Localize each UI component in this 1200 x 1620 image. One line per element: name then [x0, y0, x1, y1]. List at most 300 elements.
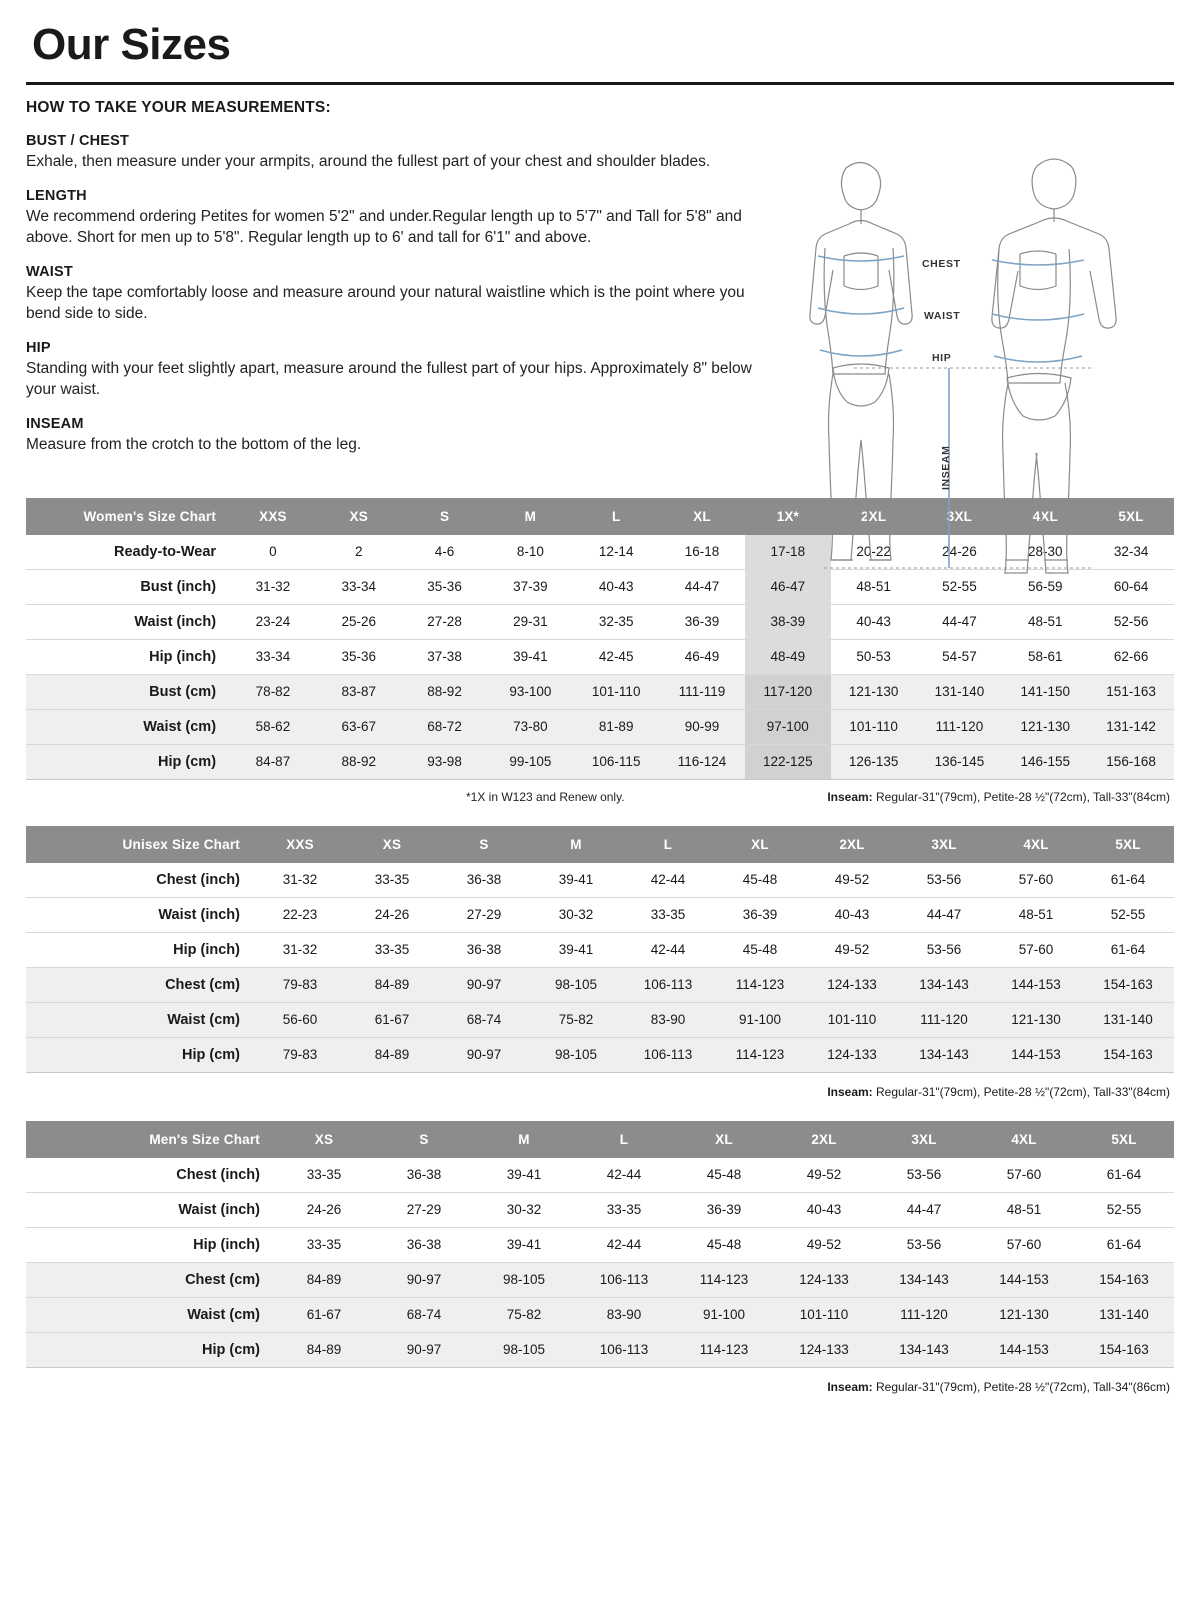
- cell: 98-105: [530, 967, 622, 1002]
- male-figure: [992, 159, 1116, 573]
- cell: 61-64: [1074, 1158, 1174, 1193]
- cell: 154-163: [1082, 1037, 1174, 1072]
- cell: 154-163: [1074, 1262, 1174, 1297]
- cell: 33-35: [274, 1227, 374, 1262]
- cell: 44-47: [898, 897, 990, 932]
- table-row: [26, 639, 1174, 674]
- cell: 35-36: [316, 639, 402, 674]
- cell: 52-55: [1082, 897, 1174, 932]
- cell: 4-6: [402, 535, 488, 570]
- cell: 91-100: [714, 1002, 806, 1037]
- col-header: 2XL: [831, 498, 917, 535]
- female-waist-line: [818, 308, 904, 314]
- cell: 0: [230, 535, 316, 570]
- cell: 136-145: [917, 744, 1003, 779]
- cell: 68-72: [402, 709, 488, 744]
- cell: 101-110: [831, 709, 917, 744]
- cell: 39-41: [487, 639, 573, 674]
- inseam-values: Regular-31"(79cm), Petite-28 ½"(72cm), Tall-33"(84cm): [872, 789, 1170, 804]
- cell: 131-140: [1074, 1297, 1174, 1332]
- cell: 134-143: [874, 1332, 974, 1367]
- unisex-size-chart: [26, 826, 1174, 1099]
- cell: 40-43: [806, 897, 898, 932]
- unisex-chart-title: Unisex Size Chart: [26, 826, 254, 863]
- cell: 126-135: [831, 744, 917, 779]
- cell: 79-83: [254, 1037, 346, 1072]
- mens-size-chart: [26, 1121, 1174, 1394]
- female-figure: [810, 162, 912, 560]
- cell: 45-48: [714, 932, 806, 967]
- unisex-table: [26, 826, 1174, 1073]
- table-row: [26, 1002, 1174, 1037]
- cell: 141-150: [1002, 674, 1088, 709]
- cell: 24-26: [346, 897, 438, 932]
- cell: 97-100: [745, 709, 831, 744]
- table-row: [26, 932, 1174, 967]
- section-label-bust-chest: BUST / CHEST: [26, 133, 130, 149]
- cell: 84-87: [230, 744, 316, 779]
- col-header: L: [574, 1121, 674, 1158]
- col-header: XXS: [254, 826, 346, 863]
- inseam-label: Inseam:: [827, 1084, 873, 1099]
- cell: 33-35: [346, 932, 438, 967]
- cell: 44-47: [874, 1192, 974, 1227]
- cell: 27-29: [374, 1192, 474, 1227]
- cell: 33-35: [274, 1158, 374, 1193]
- cell: 30-32: [530, 897, 622, 932]
- col-header: 5XL: [1082, 826, 1174, 863]
- row-label: Bust (cm): [26, 674, 230, 709]
- cell: 114-123: [714, 1037, 806, 1072]
- cell: 49-52: [774, 1227, 874, 1262]
- cell: 62-66: [1088, 639, 1174, 674]
- cell: 99-105: [487, 744, 573, 779]
- cell: 24-26: [274, 1192, 374, 1227]
- cell: 32-35: [573, 604, 659, 639]
- col-header: 3XL: [874, 1121, 974, 1158]
- row-label: Hip (inch): [26, 932, 254, 967]
- cell: 111-119: [659, 674, 745, 709]
- row-label: Chest (inch): [26, 1158, 274, 1193]
- cell: 75-82: [474, 1297, 574, 1332]
- table-row: [26, 967, 1174, 1002]
- row-label: Bust (inch): [26, 569, 230, 604]
- cell: 27-28: [402, 604, 488, 639]
- mens-chart-title: Men's Size Chart: [26, 1121, 274, 1158]
- cell: 84-89: [274, 1332, 374, 1367]
- table-row: [26, 1192, 1174, 1227]
- section-label-length: LENGTH: [26, 188, 87, 205]
- cell: 124-133: [806, 967, 898, 1002]
- cell: 42-45: [573, 639, 659, 674]
- col-header: 1X*: [745, 498, 831, 535]
- cell: 31-32: [254, 932, 346, 967]
- cell: 83-87: [316, 674, 402, 709]
- cell: 144-153: [974, 1332, 1074, 1367]
- inseam-values: Regular-31"(79cm), Petite-28 ½"(72cm), Tall-34"(86cm): [872, 1379, 1170, 1394]
- cell: 49-52: [774, 1158, 874, 1193]
- cell: 45-48: [674, 1158, 774, 1193]
- cell: 54-57: [917, 639, 1003, 674]
- cell: 33-35: [574, 1192, 674, 1227]
- cell: 106-113: [622, 967, 714, 1002]
- col-header: 4XL: [1002, 498, 1088, 535]
- table-row: [26, 744, 1174, 779]
- cell: 73-80: [487, 709, 573, 744]
- cell: 45-48: [674, 1227, 774, 1262]
- cell: 48-51: [990, 897, 1082, 932]
- row-label: Waist (cm): [26, 1297, 274, 1332]
- cell: 83-90: [622, 1002, 714, 1037]
- cell: 35-36: [402, 569, 488, 604]
- cell: 79-83: [254, 967, 346, 1002]
- row-label: Hip (inch): [26, 639, 230, 674]
- cell: 27-29: [438, 897, 530, 932]
- col-header: XS: [274, 1121, 374, 1158]
- col-header: 5XL: [1074, 1121, 1174, 1158]
- cell: 58-62: [230, 709, 316, 744]
- cell: 61-67: [274, 1297, 374, 1332]
- cell: 44-47: [917, 604, 1003, 639]
- col-header: XXS: [230, 498, 316, 535]
- cell: 156-168: [1088, 744, 1174, 779]
- cell: 151-163: [1088, 674, 1174, 709]
- male-waist-line: [992, 314, 1084, 320]
- cell: 106-115: [573, 744, 659, 779]
- cell: 58-61: [1002, 639, 1088, 674]
- figure-label-chest: CHEST: [922, 258, 961, 270]
- cell: 121-130: [990, 1002, 1082, 1037]
- measurement-figures: [794, 128, 1174, 608]
- cell: 38-39: [745, 604, 831, 639]
- cell: 131-140: [917, 674, 1003, 709]
- table-row: [26, 1262, 1174, 1297]
- figure-label-hip: HIP: [932, 352, 952, 364]
- cell: 53-56: [898, 863, 990, 898]
- cell: 91-100: [674, 1297, 774, 1332]
- col-header: 3XL: [917, 498, 1003, 535]
- mens-inseam-note: [26, 1380, 1174, 1394]
- cell: 101-110: [774, 1297, 874, 1332]
- figure-label-waist: WAIST: [924, 310, 961, 322]
- cell: 36-38: [438, 863, 530, 898]
- cell: 90-97: [438, 1037, 530, 1072]
- cell: 37-39: [487, 569, 573, 604]
- col-header: XL: [674, 1121, 774, 1158]
- col-header: M: [474, 1121, 574, 1158]
- cell: 53-56: [874, 1158, 974, 1193]
- cell: 33-34: [316, 569, 402, 604]
- cell: 36-38: [438, 932, 530, 967]
- cell: 68-74: [374, 1297, 474, 1332]
- section-label-inseam: INSEAM: [26, 416, 84, 433]
- cell: 124-133: [774, 1332, 874, 1367]
- row-label: Waist (inch): [26, 897, 254, 932]
- figure-label-inseam: INSEAM: [940, 445, 952, 490]
- row-label: Chest (inch): [26, 863, 254, 898]
- cell: 39-41: [530, 932, 622, 967]
- col-header: 4XL: [990, 826, 1082, 863]
- figures-svg: [794, 128, 1174, 608]
- cell: 53-56: [874, 1227, 974, 1262]
- cell: 39-41: [530, 863, 622, 898]
- col-header: L: [573, 498, 659, 535]
- section-text-waist: Keep the tape comfortably loose and measure around your natural waistline which is the point where you bend side to side.: [26, 284, 745, 322]
- cell: 131-140: [1082, 1002, 1174, 1037]
- cell: 57-60: [974, 1158, 1074, 1193]
- unisex-inseam-note: [26, 1085, 1174, 1099]
- page-title: Our Sizes: [32, 20, 231, 69]
- cell: 116-124: [659, 744, 745, 779]
- cell: 88-92: [402, 674, 488, 709]
- cell: 57-60: [990, 863, 1082, 898]
- cell: 61-64: [1082, 932, 1174, 967]
- cell: 25-26: [316, 604, 402, 639]
- cell: 134-143: [874, 1262, 974, 1297]
- cell: 40-43: [831, 604, 917, 639]
- cell: 144-153: [990, 1037, 1082, 1072]
- cell: 111-120: [874, 1297, 974, 1332]
- cell: 36-39: [714, 897, 806, 932]
- col-header: 2XL: [774, 1121, 874, 1158]
- table-row: [26, 1227, 1174, 1262]
- cell: 154-163: [1082, 967, 1174, 1002]
- cell: 134-143: [898, 967, 990, 1002]
- table-row: [26, 1297, 1174, 1332]
- measurement-instructions: [26, 85, 766, 456]
- mens-table: [26, 1121, 1174, 1368]
- cell: 114-123: [714, 967, 806, 1002]
- cell: 31-32: [254, 863, 346, 898]
- table-header-row: [26, 1121, 1174, 1158]
- female-hip-line: [820, 350, 902, 356]
- row-label: Hip (inch): [26, 1227, 274, 1262]
- cell: 121-130: [831, 674, 917, 709]
- cell: 42-44: [622, 932, 714, 967]
- cell: 48-51: [831, 569, 917, 604]
- instructions-heading: HOW TO TAKE YOUR MEASUREMENTS:: [26, 99, 331, 116]
- cell: 52-56: [1088, 604, 1174, 639]
- cell: 33-34: [230, 639, 316, 674]
- cell: 52-55: [1074, 1192, 1174, 1227]
- col-header: 3XL: [898, 826, 990, 863]
- cell: 46-47: [745, 569, 831, 604]
- cell: 101-110: [573, 674, 659, 709]
- cell: 16-18: [659, 535, 745, 570]
- cell: 111-120: [898, 1002, 990, 1037]
- cell: 8-10: [487, 535, 573, 570]
- cell: 22-23: [254, 897, 346, 932]
- cell: 53-56: [898, 932, 990, 967]
- section-text-length: We recommend ordering Petites for women 5'2" and under.Regular length up to 5'7" and Tall for 5'8" and above. Short for men up to 5'8". Regular length up to 6' and tall for 6'1" and above.: [26, 208, 742, 246]
- male-hip-line: [994, 356, 1082, 362]
- cell: 17-18: [745, 535, 831, 570]
- col-header: XL: [659, 498, 745, 535]
- cell: 101-110: [806, 1002, 898, 1037]
- cell: 106-113: [574, 1332, 674, 1367]
- table-row: [26, 1158, 1174, 1193]
- inseam-label: Inseam:: [827, 1379, 873, 1394]
- cell: 78-82: [230, 674, 316, 709]
- row-label: Ready-to-Wear: [26, 535, 230, 570]
- cell: 33-35: [622, 897, 714, 932]
- inseam-label: Inseam:: [827, 789, 873, 804]
- cell: 98-105: [474, 1332, 574, 1367]
- cell: 121-130: [974, 1297, 1074, 1332]
- table-row: [26, 863, 1174, 898]
- cell: 52-55: [917, 569, 1003, 604]
- cell: 33-35: [346, 863, 438, 898]
- table-row: [26, 674, 1174, 709]
- cell: 124-133: [774, 1262, 874, 1297]
- cell: 146-155: [1002, 744, 1088, 779]
- cell: 42-44: [622, 863, 714, 898]
- cell: 124-133: [806, 1037, 898, 1072]
- section-text-inseam: Measure from the crotch to the bottom of the leg.: [26, 436, 362, 454]
- cell: 32-34: [1088, 535, 1174, 570]
- cell: 39-41: [474, 1227, 574, 1262]
- female-chest-line: [818, 256, 904, 261]
- cell: 84-89: [346, 967, 438, 1002]
- cell: 90-97: [374, 1262, 474, 1297]
- col-header: S: [402, 498, 488, 535]
- cell: 57-60: [990, 932, 1082, 967]
- cell: 90-97: [438, 967, 530, 1002]
- cell: 144-153: [990, 967, 1082, 1002]
- cell: 61-67: [346, 1002, 438, 1037]
- cell: 154-163: [1074, 1332, 1174, 1367]
- col-header: L: [622, 826, 714, 863]
- cell: 131-142: [1088, 709, 1174, 744]
- cell: 40-43: [774, 1192, 874, 1227]
- cell: 81-89: [573, 709, 659, 744]
- cell: 42-44: [574, 1227, 674, 1262]
- cell: 90-99: [659, 709, 745, 744]
- cell: 61-64: [1082, 863, 1174, 898]
- col-header: M: [530, 826, 622, 863]
- cell: 93-98: [402, 744, 488, 779]
- cell: 93-100: [487, 674, 573, 709]
- section-label-hip: HIP: [26, 340, 51, 357]
- row-label: Waist (cm): [26, 1002, 254, 1037]
- table-row: [26, 604, 1174, 639]
- cell: 90-97: [374, 1332, 474, 1367]
- table-header-row: [26, 826, 1174, 863]
- cell: 144-153: [974, 1262, 1074, 1297]
- col-header: 2XL: [806, 826, 898, 863]
- cell: 114-123: [674, 1262, 774, 1297]
- cell: 36-38: [374, 1158, 474, 1193]
- table-row: [26, 897, 1174, 932]
- col-header: XL: [714, 826, 806, 863]
- cell: 48-49: [745, 639, 831, 674]
- cell: 49-52: [806, 863, 898, 898]
- col-header: M: [487, 498, 573, 535]
- womens-chart-title: Women's Size Chart: [26, 498, 230, 535]
- cell: 36-38: [374, 1227, 474, 1262]
- section-text-hip: Standing with your feet slightly apart, measure around the fullest part of your hips. Approximately 8" below your waist.: [26, 360, 752, 398]
- cell: 68-74: [438, 1002, 530, 1037]
- cell: 98-105: [474, 1262, 574, 1297]
- cell: 44-47: [659, 569, 745, 604]
- cell: 39-41: [474, 1158, 574, 1193]
- cell: 121-130: [1002, 709, 1088, 744]
- cell: 60-64: [1088, 569, 1174, 604]
- cell: 37-38: [402, 639, 488, 674]
- cell: 40-43: [573, 569, 659, 604]
- cell: 48-51: [974, 1192, 1074, 1227]
- womens-inseam-note: [827, 790, 1170, 804]
- col-header: XS: [316, 498, 402, 535]
- cell: 88-92: [316, 744, 402, 779]
- cell: 2: [316, 535, 402, 570]
- table-row: [26, 1037, 1174, 1072]
- cell: 84-89: [346, 1037, 438, 1072]
- cell: 48-51: [1002, 604, 1088, 639]
- cell: 106-113: [574, 1262, 674, 1297]
- cell: 122-125: [745, 744, 831, 779]
- cell: 134-143: [898, 1037, 990, 1072]
- cell: 75-82: [530, 1002, 622, 1037]
- cell: 31-32: [230, 569, 316, 604]
- cell: 46-49: [659, 639, 745, 674]
- cell: 28-30: [1002, 535, 1088, 570]
- cell: 42-44: [574, 1158, 674, 1193]
- row-label: Waist (cm): [26, 709, 230, 744]
- row-label: Waist (inch): [26, 1192, 274, 1227]
- cell: 114-123: [674, 1332, 774, 1367]
- cell: 45-48: [714, 863, 806, 898]
- cell: 12-14: [573, 535, 659, 570]
- cell: 117-120: [745, 674, 831, 709]
- col-header: 5XL: [1088, 498, 1174, 535]
- col-header: S: [438, 826, 530, 863]
- cell: 106-113: [622, 1037, 714, 1072]
- cell: 84-89: [274, 1262, 374, 1297]
- cell: 63-67: [316, 709, 402, 744]
- table-row: [26, 709, 1174, 744]
- section-text-bust-chest: Exhale, then measure under your armpits, around the fullest part of your chest and shoulder blades.: [26, 153, 711, 170]
- cell: 24-26: [917, 535, 1003, 570]
- cell: 98-105: [530, 1037, 622, 1072]
- row-label: Hip (cm): [26, 1037, 254, 1072]
- col-header: 4XL: [974, 1121, 1074, 1158]
- cell: 83-90: [574, 1297, 674, 1332]
- row-label: Hip (cm): [26, 1332, 274, 1367]
- cell: 23-24: [230, 604, 316, 639]
- col-header: XS: [346, 826, 438, 863]
- section-label-waist: WAIST: [26, 264, 73, 281]
- cell: 36-39: [659, 604, 745, 639]
- row-label: Chest (cm): [26, 1262, 274, 1297]
- cell: 56-60: [254, 1002, 346, 1037]
- col-header: S: [374, 1121, 474, 1158]
- cell: 61-64: [1074, 1227, 1174, 1262]
- cell: 57-60: [974, 1227, 1074, 1262]
- cell: 56-59: [1002, 569, 1088, 604]
- womens-footnote: *1X in W123 and Renew only.: [466, 789, 625, 804]
- cell: 50-53: [831, 639, 917, 674]
- womens-notes: [26, 790, 1174, 804]
- cell: 29-31: [487, 604, 573, 639]
- row-label: Chest (cm): [26, 967, 254, 1002]
- row-label: Hip (cm): [26, 744, 230, 779]
- size-guide-page: [0, 20, 1200, 1620]
- cell: 30-32: [474, 1192, 574, 1227]
- cell: 20-22: [831, 535, 917, 570]
- cell: 111-120: [917, 709, 1003, 744]
- cell: 49-52: [806, 932, 898, 967]
